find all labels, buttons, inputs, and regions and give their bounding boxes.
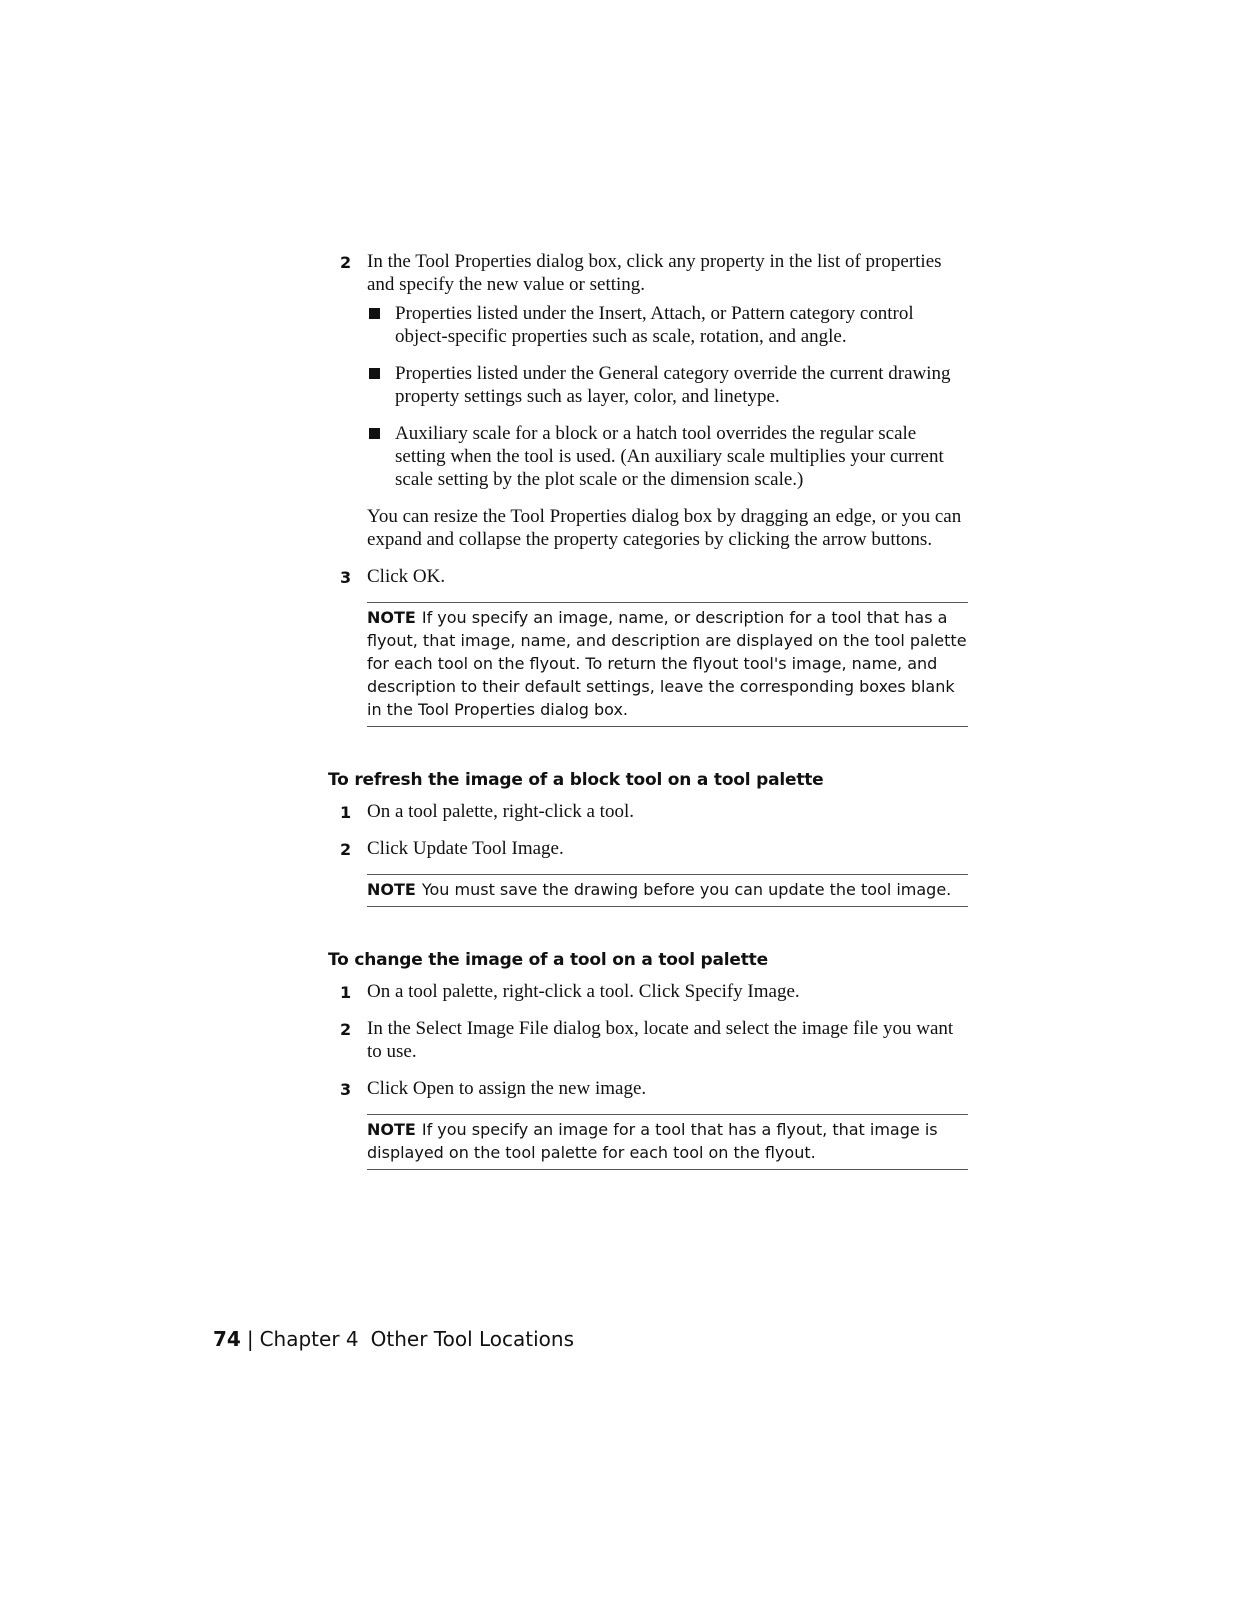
step-paragraph: You can resize the Tool Properties dialog box by dragging an edge, or you can expand and collapse the property categories by clicking the arrow buttons. <box>367 506 962 550</box>
step-2 <box>328 250 968 491</box>
step-text: On a tool palette, right-click a tool. Click Specify Image. <box>367 981 800 1002</box>
step-number: 3 <box>340 1080 352 1099</box>
note-text: If you specify an image for a tool that has a flyout, that image is displayed on the tool palette for each tool on the flyout. <box>367 1120 938 1162</box>
page-footer <box>213 1326 574 1352</box>
step-number: 1 <box>340 983 352 1002</box>
step-number: 2 <box>340 1020 352 1039</box>
bullet-text: Properties listed under the Insert, Attach, or Pattern category control object-specific properties such as scale, rotation, and angle. <box>395 303 914 347</box>
list-item <box>367 302 968 348</box>
step-1 <box>328 800 968 823</box>
chapter-label: Chapter 4 <box>259 1327 359 1351</box>
step-number: 1 <box>340 803 352 822</box>
step-2 <box>328 1017 968 1063</box>
step-number: 2 <box>340 253 352 272</box>
note-text: If you specify an image, name, or description for a tool that has a flyout, that image, name, and description are displayed on the tool palette for each tool on the flyout. To return the flyout tool's image, name, and description to their default settings, leave the corresponding boxes blank in the Tool Properties dialog box. <box>367 608 967 719</box>
step-3 <box>328 565 968 588</box>
bullet-text: Properties listed under the General category override the current drawing property settings such as layer, color, and linetype. <box>395 363 951 407</box>
note-box <box>367 1114 968 1170</box>
chapter-title: Other Tool Locations <box>370 1327 574 1351</box>
page-number: 74 <box>213 1327 241 1351</box>
note-label: NOTE <box>367 608 416 627</box>
bullet-text: Auxiliary scale for a block or a hatch tool overrides the regular scale setting when the tool is used. (An auxiliary scale multiplies your current scale setting by the plot scale or the dimension scale.) <box>395 423 944 490</box>
step-text: In the Select Image File dialog box, locate and select the image file you want to use. <box>367 1018 954 1062</box>
footer-separator: | <box>246 1327 254 1351</box>
list-item <box>367 362 968 408</box>
step-1 <box>328 980 968 1003</box>
page-content <box>328 250 968 1170</box>
step-text: Click Open to assign the new image. <box>367 1078 647 1099</box>
note-box <box>367 602 968 727</box>
step-number: 3 <box>340 568 352 587</box>
list-item <box>367 422 968 491</box>
step-text: On a tool palette, right-click a tool. <box>367 801 634 822</box>
note-label: NOTE <box>367 1120 416 1139</box>
note-box <box>367 874 968 907</box>
step-text: Click Update Tool Image. <box>367 838 564 859</box>
step-number: 2 <box>340 840 352 859</box>
step-3 <box>328 1077 968 1100</box>
square-bullet-icon <box>369 428 380 439</box>
square-bullet-icon <box>369 308 380 319</box>
bullet-list <box>367 302 968 491</box>
note-label: NOTE <box>367 880 416 899</box>
step-2 <box>328 837 968 860</box>
step-text: Click OK. <box>367 566 446 587</box>
section-heading: To refresh the image of a block tool on a tool palette <box>328 770 824 790</box>
section-heading: To change the image of a tool on a tool palette <box>328 950 768 970</box>
square-bullet-icon <box>369 368 380 379</box>
note-text: You must save the drawing before you can update the tool image. <box>421 880 952 899</box>
step-text: In the Tool Properties dialog box, click any property in the list of properties and specify the new value or setting. <box>367 251 942 295</box>
